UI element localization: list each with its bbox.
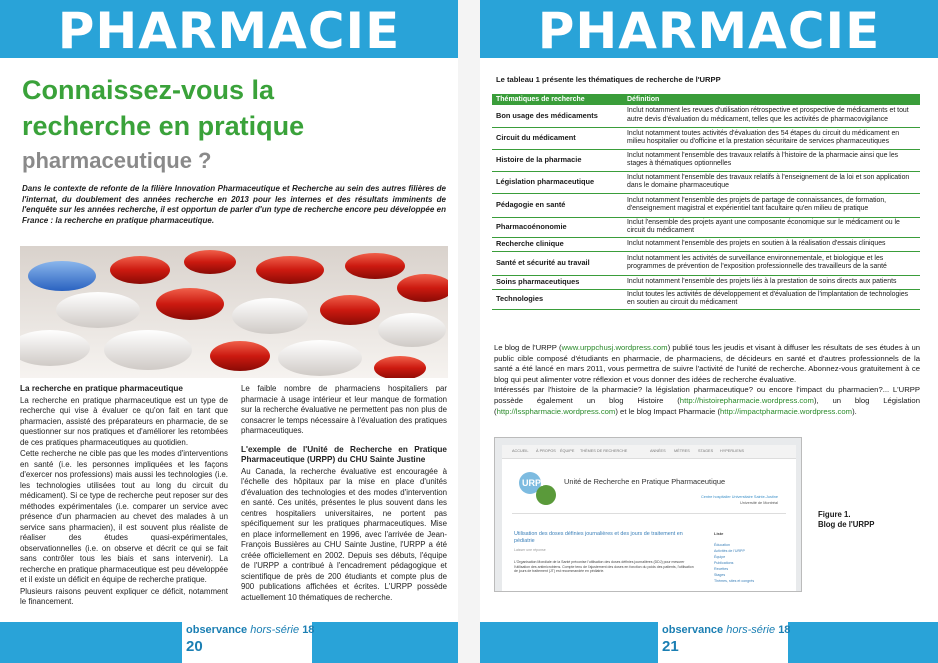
page-gutter xyxy=(458,0,480,663)
blog-page xyxy=(502,445,796,592)
theme-cell: Soins pharmaceutiques xyxy=(492,275,623,289)
issue-number: 18 xyxy=(302,624,315,636)
footer-box xyxy=(658,622,791,663)
blog-screenshot xyxy=(494,437,802,592)
paragraph: La recherche en pratique pharmaceutique est un type de recherche qui vise à évaluer ce qu'on fait en tant que pharmacien, assisté des préparateurs en pharmacie, de se questionner sur nos pratiques et d'améliorer les retombées de ces pratiques pharmaceutiques au quotidien. xyxy=(20,395,228,447)
paragraph: Cette recherche ne cible pas que les modes d'interventions en santé (i.e. les personnes impliquées et les façons d'exercer nos professions) mais aussi les technologies (i.e. les technologies utilisées tout au long du circuit du médicament). Si ce type de recherche peut reposer sur des méthodes expérimentales (i.e. comparer un service avec présence d'un pharmacien au chevet des malades à un service sans pharmacien), il est souvent plus réaliste de réaliser des études quasi-expérimentales, observationnelles (i.e. on observe et décrit ce qui se fait sans contrôler tous les biais et sans intervenir). La recherche en pratique pharmaceutique est peu développée et il existe un déficit en équipe de recherche pratique. xyxy=(20,449,228,584)
theme-cell: Législation pharmaceutique xyxy=(492,171,623,193)
paragraph: Au Canada, la recherche évaluative est encouragée à l'échelle des hôpitaux par la mise en place d'unités d'évaluation des technologies et des modes d'intervention en santé. Ces unités, présentes le plus souvent dans les centres hospitaliers universitaires, ne portent pas spécifiquement sur les pratiques pharmaceutiques. Mise en place informellement en 1996, avec l'arrivée de Jean-François Bussières au CHU Sainte Justine, l'URPP a été créée officiellement en 2002. Depuis ses débuts, l'équipe de l'URPP a contribué à l'encadrement pédagogique et scientifique de près de 200 étudiants et compte plus de 900 publications affichées et écrites. L'URPP possède actuellement 10 thématiques de recherche. xyxy=(241,466,447,602)
blog-affiliation: Université de Montréal xyxy=(740,501,778,505)
definition-cell: Inclut notamment l'ensemble des travaux relatifs à l'enseignement de la loi et son application dans le domaine pharmaceutique xyxy=(623,171,920,193)
table-row xyxy=(492,251,920,275)
blog-nav xyxy=(502,445,796,459)
text: ), un blog Législation ( xyxy=(494,395,920,416)
magazine-title: observance xyxy=(662,624,724,636)
text: ) publié tous les jeudis et visant à diffuser les résultats de ses études à un public cible composé d'étudiants en pharmacie, de pharmaciens, de décideurs en santé et d'autres professionnels de la santé a été lancé en mars 2011, vous permettra de suivre l'activité de l'unité de recherche. Abonnez-vous gratuitement à ce blog qui peut alimenter votre réflexion et vous donner des idées de recherche évaluative. xyxy=(494,343,921,384)
definition-cell: Inclut notamment l'ensemble des projets liés à la prestation de soins directs aux patients xyxy=(623,275,920,289)
footer-box xyxy=(182,622,315,663)
footer xyxy=(0,622,458,663)
definition-cell: Inclut notamment l'ensemble des travaux relatifs à l'histoire de la pharmacie ainsi que les stages à thématiques optionnelles xyxy=(623,149,920,171)
table-row xyxy=(492,237,920,251)
blog-nav-item: MÉTRES xyxy=(674,449,690,453)
themes-table xyxy=(492,94,920,310)
magazine-name xyxy=(186,624,314,636)
banner xyxy=(0,0,458,58)
figure-caption xyxy=(818,510,874,530)
blog-nav-item: ACCUEIL xyxy=(512,449,529,453)
banner xyxy=(480,0,938,58)
urpp-logo-icon xyxy=(516,469,560,509)
theme-cell: Circuit du médicament xyxy=(492,127,623,149)
table-row xyxy=(492,275,920,289)
table-header: Thématiques de recherche xyxy=(492,94,623,105)
blog-nav-item: HYPERLIENS xyxy=(720,449,745,453)
magazine-name xyxy=(662,624,790,636)
table-row xyxy=(492,289,920,309)
theme-cell: Santé et sécurité au travail xyxy=(492,251,623,275)
pills-photo xyxy=(20,246,448,378)
legislation-blog-link[interactable]: http://lsspharmacie.wordpress.com xyxy=(496,406,616,416)
paragraph xyxy=(494,343,920,385)
table-row xyxy=(492,149,920,171)
page-left xyxy=(0,0,458,663)
page-number: 20 xyxy=(186,638,203,655)
magazine-issue: hors-série xyxy=(250,624,300,636)
definition-cell: Inclut notamment l'ensemble des projets de partage de connaissances, de formation, d'enseignement magistral et expérientiel tant facultaire qu'en milieu de pratique xyxy=(623,193,920,217)
paragraph: Le faible nombre de pharmaciens hospitaliers par pharmacie à usage intérieur et leur manque de formation sur la recherche évaluative ne permettent pas non plus de consacrer le temps nécessaire à l'évaluation des pratiques pharmaceutiques. xyxy=(241,384,447,435)
table-row xyxy=(492,127,920,149)
blog-nav-item: ÉQUIPE xyxy=(560,449,575,453)
banner-title: PHARMACIE xyxy=(537,2,881,60)
definition-cell: Inclut notamment les activités de surveillance environnementale, et biologique et les programmes de prévention de l'exposition professionnelle des travailleurs de la santé xyxy=(623,251,920,275)
urpp-logo-text: URPP xyxy=(522,478,548,488)
blog-description xyxy=(494,343,920,417)
table-row xyxy=(492,171,920,193)
blog-sidebar-item: Activités de l'URPP xyxy=(714,549,745,553)
blog-nav-item: À PROPOS xyxy=(536,449,556,453)
page-number: 21 xyxy=(662,638,679,655)
table-header-row xyxy=(492,94,920,105)
theme-cell: Histoire de la pharmacie xyxy=(492,149,623,171)
theme-cell: Bon usage des médicaments xyxy=(492,105,623,127)
footer xyxy=(480,622,938,663)
blog-sidebar-item: Stages xyxy=(714,573,726,577)
blog-sidebar-item: Éducation xyxy=(714,543,730,547)
text: Le blog de l'URPP ( xyxy=(494,343,562,352)
blog-post-title: Utilisation des doses définies journalières et des jours de traitement en pédiatrie xyxy=(514,531,683,544)
definition-cell: Inclut l'ensemble des projets ayant une composante économique sur le médicament ou le circuit du médicament xyxy=(623,217,920,237)
blog-sidebar-item: Thèmes, sites et congrès xyxy=(714,579,755,583)
table-header: Définition xyxy=(623,94,920,105)
table-row xyxy=(492,193,920,217)
histoire-blog-link[interactable]: http://histoirepharmacie.wordpress.com xyxy=(679,395,814,405)
figure-label: Figure 1. xyxy=(818,510,851,519)
blog-nav-item: THÈMES DE RECHERCHE xyxy=(580,449,628,453)
magazine-title: observance xyxy=(186,624,248,636)
pills-illustration xyxy=(20,246,448,378)
banner-title: PHARMACIE xyxy=(57,2,401,60)
blog-nav-item: ANNÉES xyxy=(650,449,666,453)
table-row xyxy=(492,217,920,237)
article-intro: Dans le contexte de refonte de la filière Innovation Pharmaceutique et Recherche au sein des autres filières de l'internat, du doublement des années recherche en 2013 pour les internes et des résultats imminents de l'enquête sur les années recherche, il est opportun de parler d'un type de recherche encore peu développée en France : la recherche en pratique pharmaceutique. xyxy=(22,184,446,225)
figure-title: Blog de l'URPP xyxy=(818,520,875,529)
blog-affiliation: Centre hospitalier Universitaire Sainte-Justine xyxy=(700,495,778,499)
blog-sidebar-item: Équipe xyxy=(714,555,726,559)
definition-cell: Inclut toutes les activités de développement et d'évaluation de l'implantation de technologies en soutien au circuit du médicament xyxy=(623,289,920,309)
divider xyxy=(512,513,786,514)
section-heading: L'exemple de l'Unité de Recherche en Pratique Pharmaceutique (URPP) du CHU Sainte Justine xyxy=(241,444,447,464)
title-line: Connaissez-vous la xyxy=(22,75,275,105)
blog-post-meta: Laisser une réponse xyxy=(514,548,546,552)
theme-cell: Recherche clinique xyxy=(492,237,623,251)
section-heading: La recherche en pratique pharmaceutique xyxy=(20,384,183,393)
blog-sidebar-item: Publications xyxy=(714,561,734,565)
table-caption: Le tableau 1 présente les thématiques de recherche de l'URPP xyxy=(496,75,721,84)
article-column-2 xyxy=(241,384,447,604)
definition-cell: Inclut notamment toutes activités d'évaluation des 54 étapes du circuit du médicament en milieu hospitalier ou d'officine et la prestation sécuritaire de services pharmaceutiques xyxy=(623,127,920,149)
article-subtitle: pharmaceutique ? xyxy=(22,148,212,173)
blog-site-title: Unité de Recherche en Pratique Pharmaceutique xyxy=(564,477,726,486)
blog-sidebar-item: Recettes xyxy=(714,567,729,571)
article-title xyxy=(22,72,304,144)
theme-cell: Pédagogie en santé xyxy=(492,193,623,217)
blog-nav-item: STAGES xyxy=(698,449,714,453)
blog-sidebar-heading: Liste xyxy=(714,531,724,536)
paragraph xyxy=(494,385,920,417)
text: ). xyxy=(852,406,857,416)
issue-number: 18 xyxy=(778,624,791,636)
article-column-1 xyxy=(20,384,228,609)
title-line: recherche en pratique xyxy=(22,111,305,141)
definition-cell: Inclut notamment les revues d'utilisation rétrospective et prospective de médicaments et tout autre devis d'évaluation du médicament, telles que les activités de pharmacovigilance xyxy=(623,105,920,127)
blog-link[interactable]: www.urppchusj.wordpress.com xyxy=(561,343,668,352)
paragraph: Plusieurs raisons peuvent expliquer ce déficit, notamment le financement. xyxy=(20,586,228,606)
impact-blog-link[interactable]: http://impactpharmacie.wordpress.com xyxy=(720,406,853,416)
magazine-issue: hors-série xyxy=(726,624,776,636)
theme-cell: Technologies xyxy=(492,289,623,309)
definition-cell: Inclut notamment l'ensemble des projets en soutien à la réalisation d'essais cliniques xyxy=(623,237,920,251)
theme-cell: Pharmacoénonomie xyxy=(492,217,623,237)
text: Intéressés par l'histoire de la pharmacie? la législation pharmaceutique? ou encore l'impact du pharmacien?... L'URPP possède également un blog Histoire ( xyxy=(494,385,920,405)
blog-post-body: L'Organisation Mondiale de la Santé préconise l'utilisation des doses définies journalières (DDJ) pour mesurer l'utilisation des antimicrobiens. Compte tenu de l'ajustement des doses en fonction du poids des patients, l'utilisation de jours de traitement (JT) est recommandée en pédiatrie. xyxy=(514,560,694,574)
table-row xyxy=(492,105,920,127)
text: ) et le blog Impact Pharmacie ( xyxy=(615,406,721,416)
